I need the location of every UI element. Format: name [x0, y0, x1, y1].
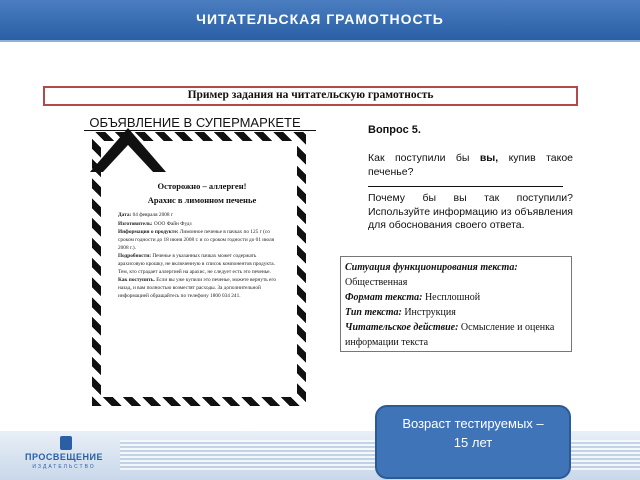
publisher-logo-subtitle: ИЗДАТЕЛЬСТВО: [32, 464, 96, 470]
meta-type: Тип текста: Инструкция: [345, 307, 456, 318]
age-badge: [375, 405, 571, 479]
ad-heading-allergen: Осторожно – аллерген!: [157, 181, 247, 191]
age-badge-text: Возраст тестируемых – 15 лет: [402, 416, 544, 450]
ad-maker: Изготовитель: ООО Файн Фудз: [118, 220, 192, 227]
example-banner: [43, 86, 578, 106]
meta-action: Читательское действие: Осмысление и оценка информации текста: [345, 322, 555, 348]
ad-details: Подробности: Печенье в указанных пачках может содержать арахисовую крошку, не включенную в список компонентов продукта. Тем, кто страдает аллергией на арахис, не следует есть это печенье.: [118, 253, 275, 275]
meta-situation: Ситуация функционирования текста: Общественная: [345, 262, 518, 288]
prosveshchenie-logo-icon: [60, 436, 72, 450]
meta-format: Формат текста: Несплошной: [345, 292, 481, 303]
ad-body: [118, 212, 280, 301]
publisher-logo-name: ПРОСВЕЩЕНИЕ: [24, 452, 103, 462]
ad-product-info: Информация о продукте: Лимонное печенье в пачках по 125 г (со сроком годности до 18 июня 2008 г. и со сроком годности до 01 июля 2008 г.).: [118, 229, 275, 251]
ad-title: ОБЪЯВЛЕНИЕ В СУПЕРМАРКЕТЕ: [89, 115, 301, 130]
question-number: Вопрос 5.: [368, 124, 421, 136]
ad-headings: [112, 180, 292, 207]
question-followup: Почему бы вы так поступили? Используйте информацию из объявления для обоснования своего ответа.: [368, 192, 573, 232]
warning-triangle-inner: [102, 145, 154, 173]
ad-heading-peanut: Арахис в лимонном печенье: [147, 194, 257, 205]
ad-date: Дата: 04 февраля 2008 г: [118, 212, 174, 218]
header-bar: [0, 0, 640, 40]
page-title: ЧИТАТЕЛЬСКАЯ ГРАМОТНОСТЬ: [196, 11, 444, 27]
banner-title: Пример задания на читательскую грамотность: [187, 89, 434, 101]
answer-line: [368, 186, 563, 187]
task-characteristics: [340, 256, 572, 352]
ad-action: Как поступить. Если вы уже купили это печенье, можете вернуть его назад, и вам полностью возместят расходы. За дополнительной информацией обращайтесь по телефону 1800 034 241.: [118, 277, 277, 299]
header-divider: [0, 40, 640, 42]
question-text: Как поступили бы вы, купив такое печенье?: [368, 152, 573, 178]
